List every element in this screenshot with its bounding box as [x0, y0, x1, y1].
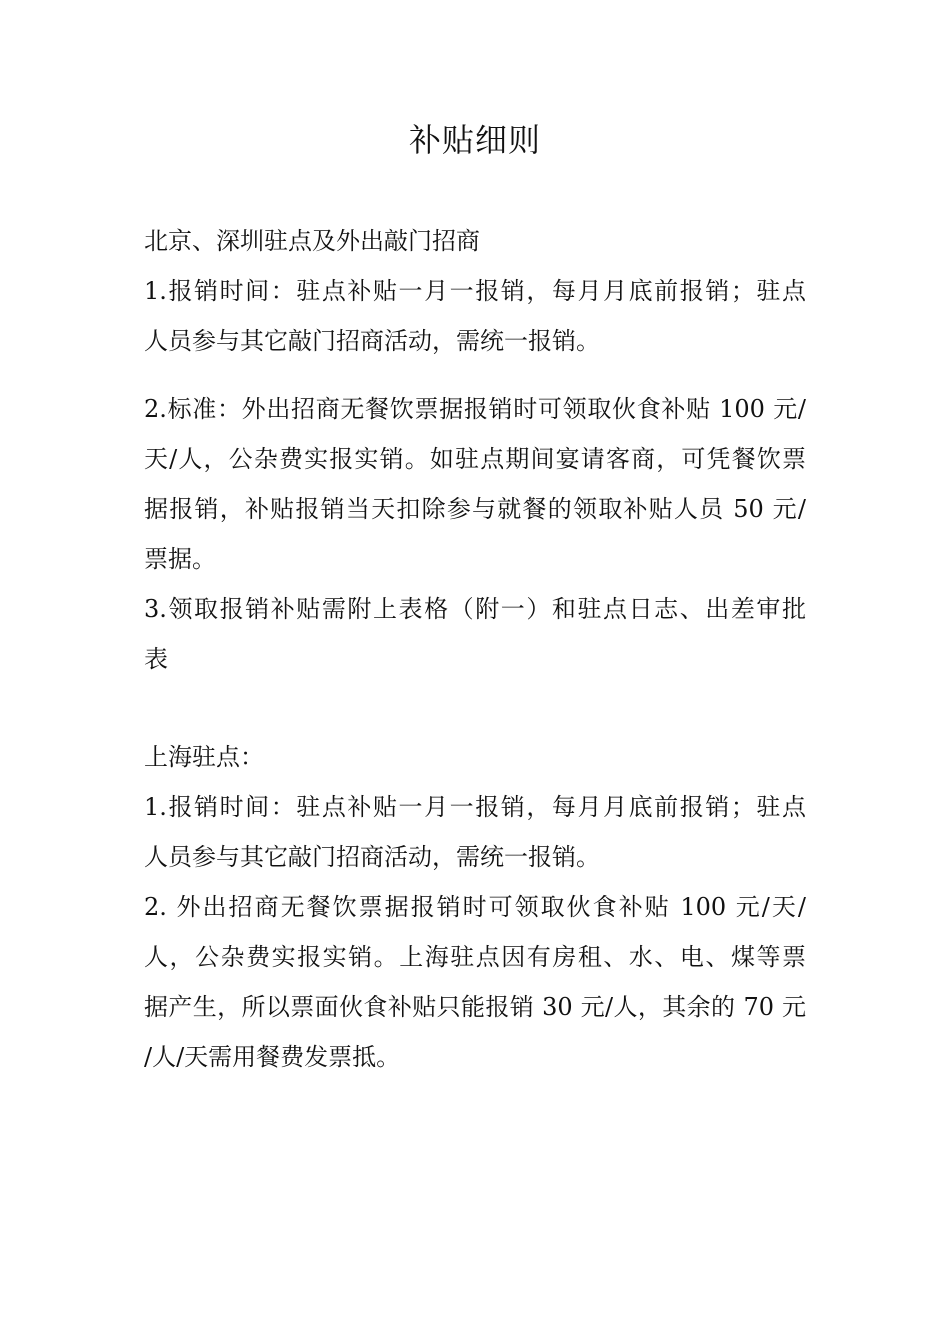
document-title: 补贴细则 [408, 121, 541, 159]
section1-line-1: 1.报销时间：驻点补贴一月一报销，每月月底前报销；驻点 [144, 277, 806, 305]
section1-line-5: 据报销，补贴报销当天扣除参与就餐的领取补贴人员 50 元/ [144, 495, 806, 523]
section2-line-6: /人/天需用餐费发票抵。 [144, 1043, 401, 1071]
section1-line-7: 3.领取报销补贴需附上表格（附一）和驻点日志、出差审批 [144, 595, 806, 623]
section1-line-2: 人员参与其它敲门招商活动，需统一报销。 [144, 327, 600, 355]
section2-line-2: 人员参与其它敲门招商活动，需统一报销。 [144, 843, 600, 871]
section2-line-3: 2. 外出招商无餐饮票据报销时可领取伙食补贴 100 元/天/ [144, 893, 806, 921]
section1-line-3: 2.标准：外出招商无餐饮票据报销时可领取伙食补贴 100 元/ [144, 395, 806, 423]
section1-line-6: 票据。 [144, 545, 216, 573]
section2-heading: 上海驻点： [144, 743, 264, 771]
section1-line-8: 表 [144, 645, 168, 673]
section2-line-5: 据产生，所以票面伙食补贴只能报销 30 元/人，其余的 70 元 [144, 993, 806, 1021]
section1-heading: 北京、深圳驻点及外出敲门招商 [144, 227, 480, 255]
section2-line-1: 1.报销时间：驻点补贴一月一报销，每月月底前报销；驻点 [144, 793, 806, 821]
section2-line-4: 人，公杂费实报实销。上海驻点因有房租、水、电、煤等票 [144, 943, 806, 971]
section1-line-4: 天/人，公杂费实报实销。如驻点期间宴请客商，可凭餐饮票 [144, 445, 806, 473]
